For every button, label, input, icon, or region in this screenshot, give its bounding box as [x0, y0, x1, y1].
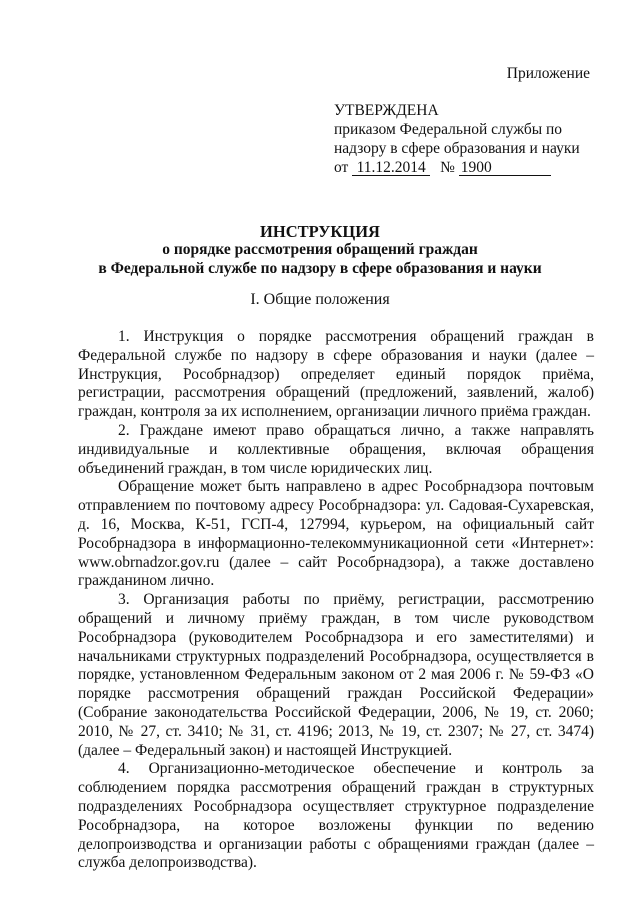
section-heading: I. Общие положения — [250, 291, 390, 308]
paragraph-2: 2. Граждане имеют право обращаться лично, а также направлять индивидуальные и коллективные обращения, включая обращения объединений граждан, в том числе юридических лиц. — [78, 421, 594, 477]
paragraph-3: Обращение может быть направлено в адрес Рособрнадзора почтовым отправлением по почтовому адресу Рособрнадзора: ул. Садовая-Сухаревская, д. 16, Москва, К-51, ГСП-4, 127994, курьером, на официальный сайт Рособрнадзора в информационно-телекоммуникационной сети «Интернет»: www.obrnadzor.gov.ru (далее – сайт Рособрнадзора), а также доставлено гражданином лично. — [78, 478, 594, 590]
approval-block — [334, 101, 594, 177]
paragraph-4: 3. Организация работы по приёму, регистрации, рассмотрению обращений и личному приёму граждан, в том числе руководством Рособрнадзора (руководителем Рособрнадзора и его заместителями) и начальниками структурных подразделений Рособрнадзора, осуществляется в порядке, установленном Федеральным законом от 2 мая 2006 г. № 59-ФЗ «О порядке рассмотрения обращений граждан Российской Федерации» (Собрание законодательства Российской Федерации, 2006, № 19, ст. 2060; 2010, № 27, ст. 3410; № 31, ст. 4196; 2013, № 19, ст. 2307; № 27, ст. 3474) (далее – Федеральный закон) и настоящей Инструкцией. — [78, 591, 594, 759]
subtitle-line-1: о порядке рассмотрения обращений граждан — [162, 241, 478, 258]
document-title: ИНСТРУКЦИЯ — [260, 222, 380, 241]
document-body — [78, 328, 594, 873]
order-line-1: приказом Федеральной службы по — [334, 121, 563, 138]
order-line-2: надзору в сфере образования и науки — [334, 140, 580, 157]
date-prefix: от — [334, 159, 349, 176]
number-prefix: № — [440, 159, 455, 176]
approved-label: УТВЕРЖДЕНА — [334, 102, 439, 119]
order-number: 1900 — [459, 160, 551, 176]
document-subtitle — [0, 240, 640, 278]
appendix-label: Приложение — [506, 65, 590, 82]
paragraph-1: 1. Инструкция о порядке рассмотрения обращений граждан в Федеральной службе по надзору в сфере образования и науки (далее – Инструкция, Рособрнадзор) определяет единый порядок приёма, регистрации, рассмотрения обращений (предложений, заявлений, жалоб) граждан, контроля за их исполнением, организации личного приёма граждан. — [78, 328, 594, 421]
subtitle-line-2: в Федеральной службе по надзору в сфере образования и науки — [98, 260, 542, 277]
order-date: 11.12.2014 — [352, 160, 430, 176]
paragraph-5: 4. Организационно-методическое обеспечение и контроль за соблюдением порядка рассмотрения обращений граждан в структурных подразделениях Рособрнадзора осуществляет структурное подразделение Рособрнадзора, на которое возложены функции по ведению делопроизводства и организации работы с обращениями граждан (далее – служба делопроизводства). — [78, 760, 594, 872]
date-number-line — [334, 158, 594, 177]
